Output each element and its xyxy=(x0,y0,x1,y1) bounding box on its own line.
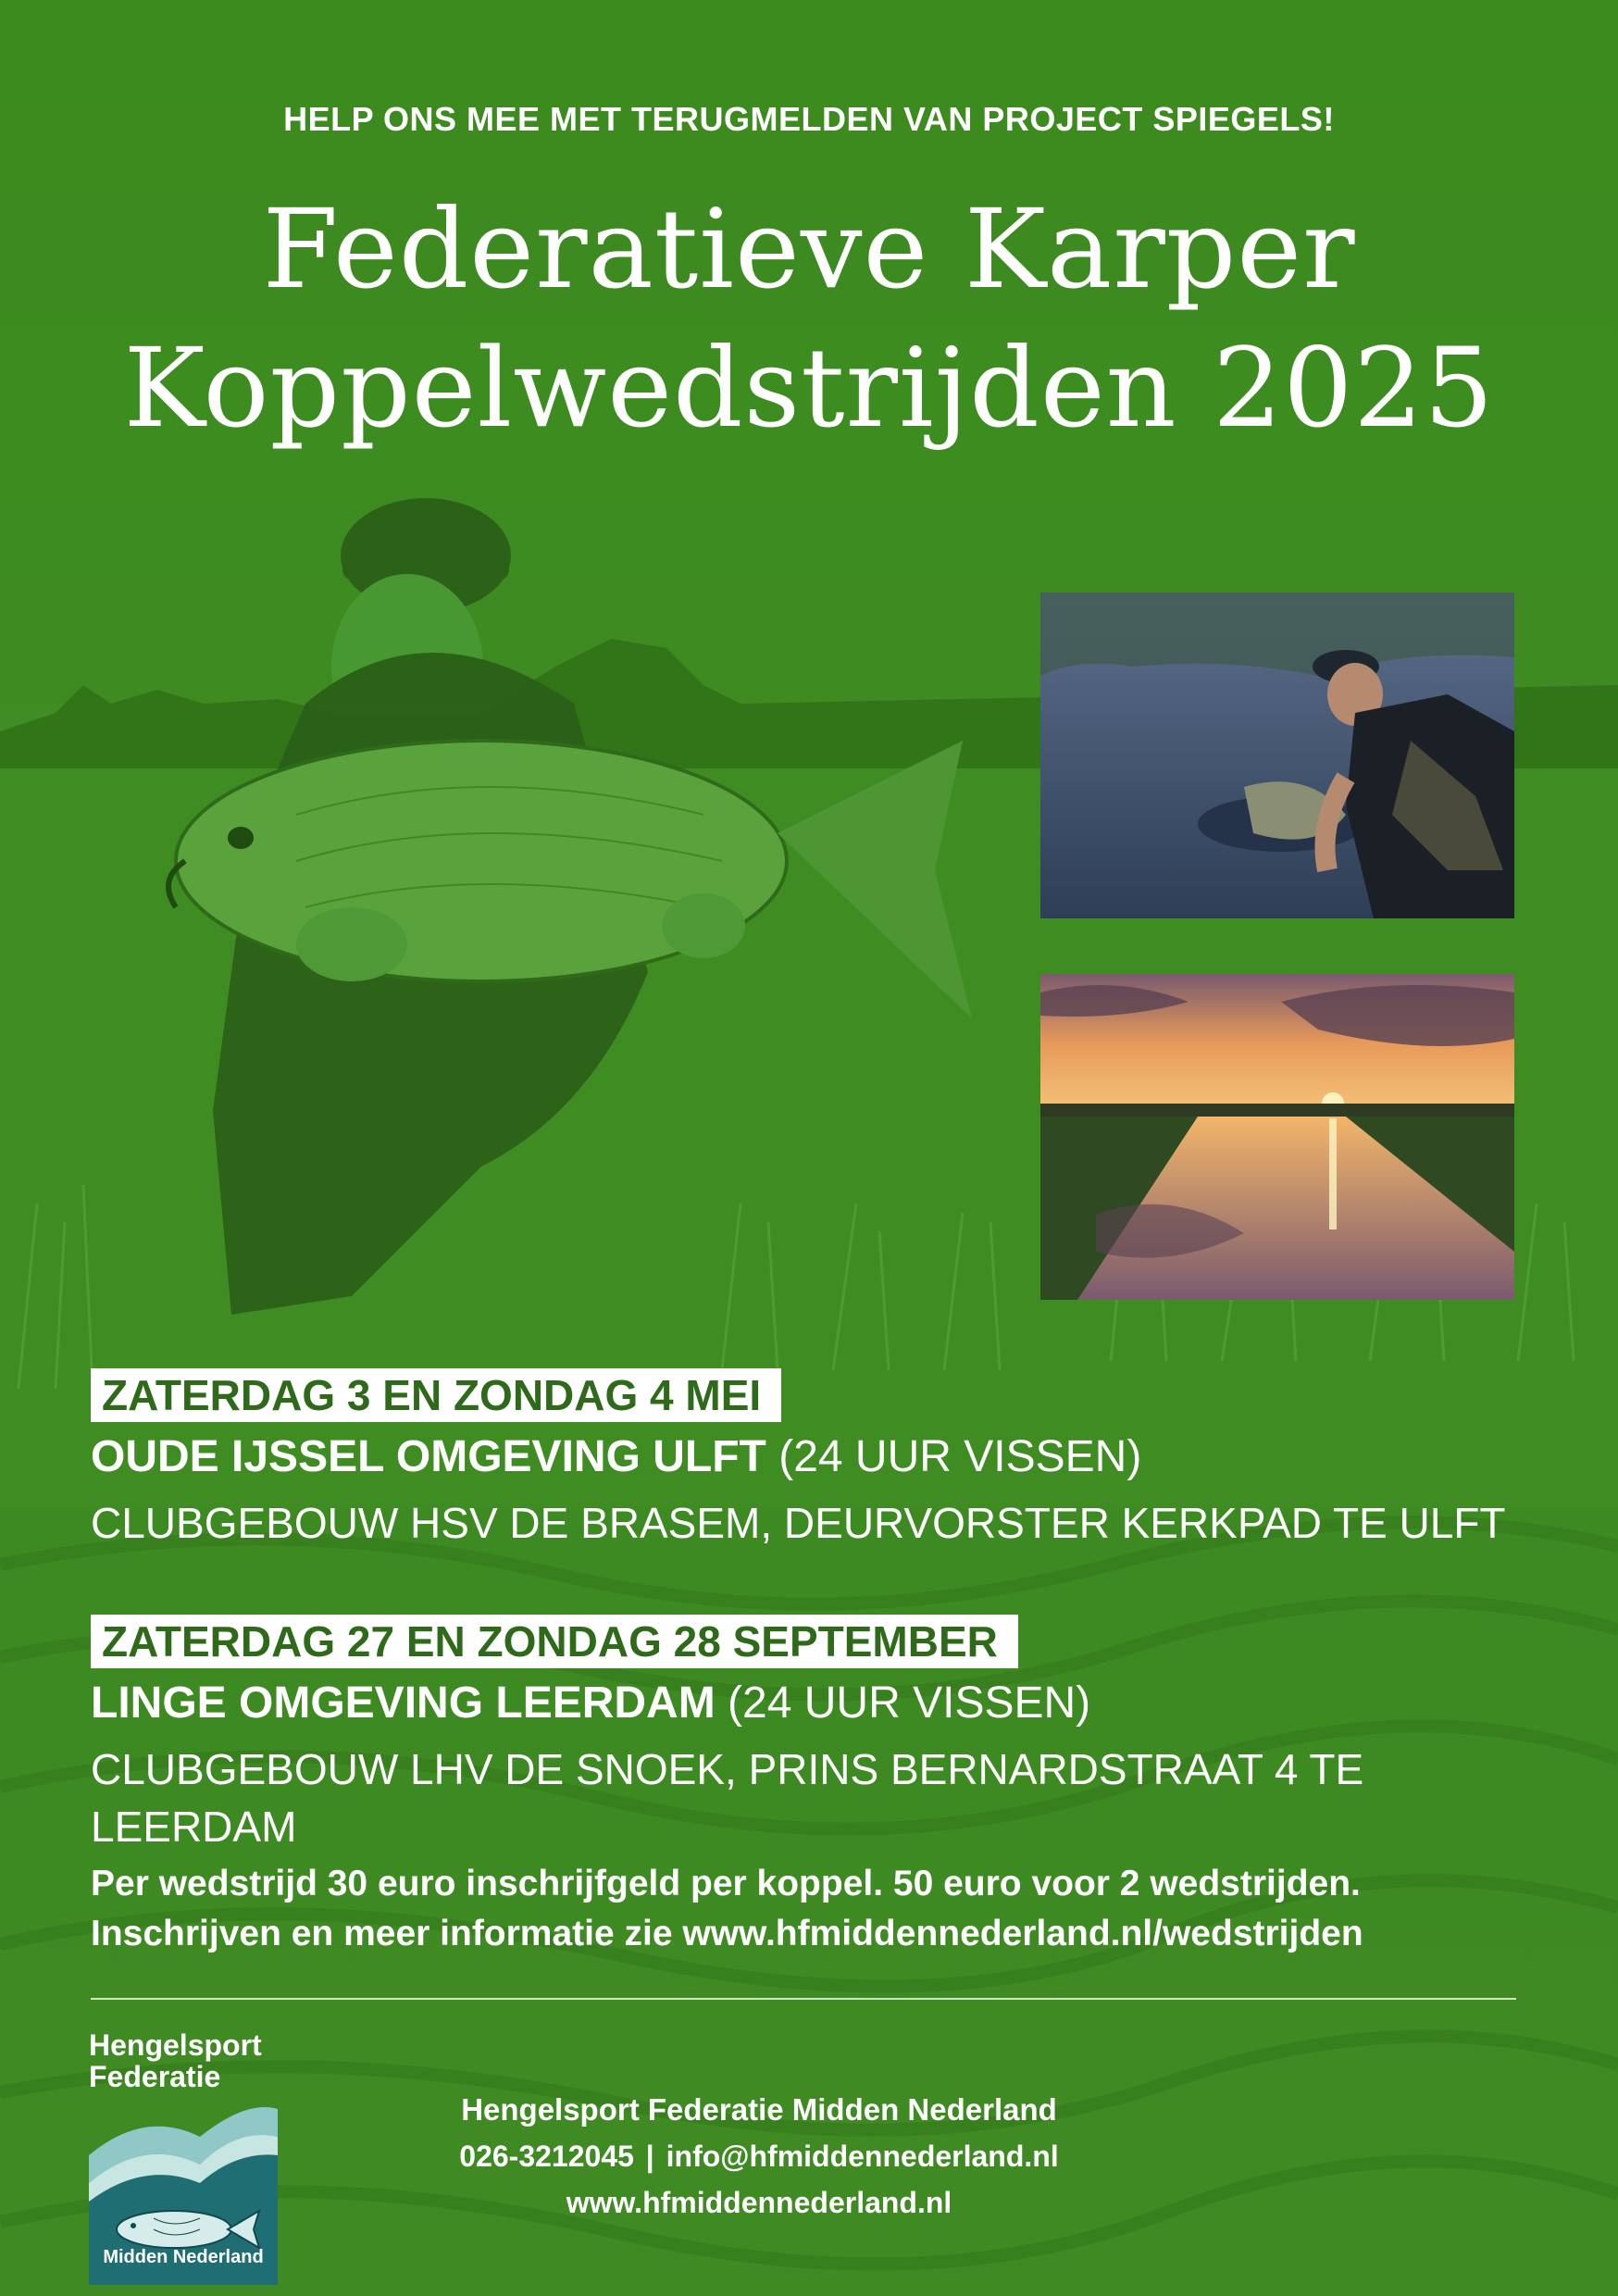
contact-separator: | xyxy=(645,2140,654,2173)
contact-line xyxy=(389,2133,1129,2179)
logo-subtitle: Midden Nederland xyxy=(103,2247,264,2267)
event-1-location-line xyxy=(91,1428,1572,1487)
event-2-location-line xyxy=(91,1674,1572,1733)
logo-text-line-2: Federatie xyxy=(89,2060,221,2093)
event-2-duration: (24 UUR VISSEN) xyxy=(728,1678,1091,1728)
photo-sunset-river xyxy=(1040,974,1514,1300)
event-1-location: OUDE IJSSEL OMGEVING ULFT xyxy=(91,1432,766,1481)
registration-link-text[interactable]: Inschrijven en meer informatie zie www.hfmiddennederland.nl/wedstrijden xyxy=(91,1914,1363,1953)
website-link[interactable]: www.hfmiddennederland.nl xyxy=(566,2186,952,2219)
event-2-address: CLUBGEBOUW LHV DE SNOEK, PRINS BERNARDSTRAAT 4 TE LEERDAM xyxy=(91,1745,1364,1851)
event-1-address: CLUBGEBOUW HSV DE BRASEM, DEURVORSTER KERKPAD TE ULFT xyxy=(91,1499,1506,1547)
photo-angler-releasing-carp xyxy=(1040,593,1514,918)
event-1-date: ZATERDAG 3 EN ZONDAG 4 MEI xyxy=(91,1368,781,1422)
registration-fee-text: Per wedstrijd 30 euro inschrijfgeld per koppel. 50 euro voor 2 wedstrijden. xyxy=(91,1864,1361,1903)
event-block-1 xyxy=(91,1368,1572,1552)
phone-number[interactable]: 026-3212045 xyxy=(459,2140,634,2173)
event-block-2 xyxy=(91,1615,1572,1855)
event-2-location: LINGE OMGEVING LEERDAM xyxy=(91,1678,716,1728)
contact-block xyxy=(389,2087,1129,2226)
organization-name: Hengelsport Federatie Midden Nederland xyxy=(461,2092,1057,2127)
logo-emblem xyxy=(89,2100,278,2285)
divider xyxy=(91,1998,1516,2000)
email-link[interactable]: info@hfmiddennederland.nl xyxy=(666,2140,1059,2173)
page-title-line-2: Koppelwedstrijden 2025 xyxy=(123,324,1495,452)
registration-info xyxy=(91,1859,1572,1959)
event-1-duration: (24 UUR VISSEN) xyxy=(778,1432,1142,1481)
event-2-date: ZATERDAG 27 EN ZONDAG 28 SEPTEMBER xyxy=(91,1615,1018,1668)
logo-text-line-1: Hengelsport xyxy=(89,2028,262,2062)
tagline: HELP ONS MEE MET TERUGMELDEN VAN PROJECT SPIEGELS! xyxy=(283,100,1335,138)
federation-logo xyxy=(89,2029,283,2285)
page-title-line-1: Federatieve Karper xyxy=(262,185,1356,313)
